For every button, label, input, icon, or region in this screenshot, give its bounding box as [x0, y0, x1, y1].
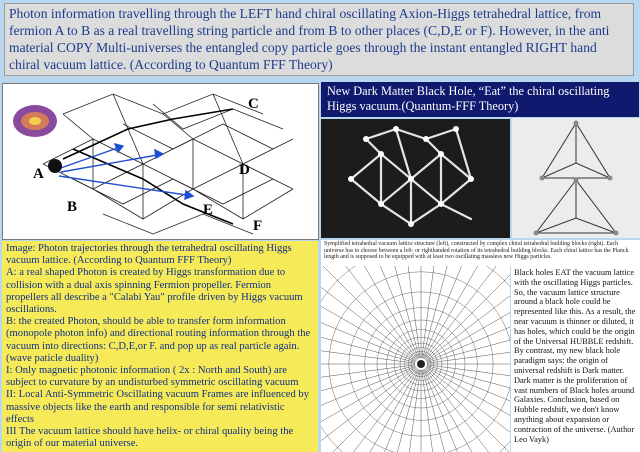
label-a: A	[33, 166, 44, 182]
tetrahedral-blocks-diagram	[512, 118, 640, 238]
tetrahedral-blocks-drawing	[512, 118, 640, 238]
caption-line: B: the created Photon, should be able to transfer form information (monopole photon info) and directional routing information through the vacuum into directions: C,D,E,or F. and pop up as real particle again. (wave paticle duality)	[6, 316, 311, 364]
lattice-diagram	[2, 83, 319, 240]
label-d: D	[239, 162, 250, 178]
caption-line: Image: Photon trajectories through the tetrahedral oscillating Higgs vacuum lattice. (According to Quantum FFF Theory)	[6, 243, 292, 267]
label-f: F	[253, 218, 263, 234]
black-hole-paragraph: Black holes EAT the vacuum lattice with the oscillating Higgs particles. So, the vacuum lattice structure around a black hole could be represented like this. As a result, the near vacuum is thinner or diluted, it has holes, which could be the origin of the Universal HUBBLE redshift. By contrast, my new black hole paradigm says: the origin of universal redshift is Dark matter. Dark matter is the proliferation of vast numbers of Black holes around Galaxies. Conclusion, based on Hubble redshift, we don't know anything about expansion or contraction of the universe. (Author Leo Vayk)	[514, 268, 636, 444]
lattice-caption: Symplified tetrahedral vacuum lattice structure (left), constructed by complex chiral tetrahedral building blocks (right). Each universe has to choose between a left- or righthanded rotation of its tetrahedral building blocks. Each chiral lattice has the Planck length and is supposed to be equipped with at least two oscillating massless new Higgs particles.	[321, 240, 640, 266]
black-hole-lattice-drawing	[321, 266, 510, 452]
black-hole-text	[511, 266, 640, 452]
caption-text	[2, 241, 318, 452]
lattice-model-photo	[321, 119, 510, 238]
right-title: New Dark Matter Black Hole, “Eat” the chiral oscillating Higgs vacuum.(Quantum-FFF Theory)	[321, 82, 639, 117]
label-e: E	[203, 202, 214, 218]
caption-line: II: Local Anti-Symmetric Oscillating vacuum Frames are influenced by massive objects like the earth and responsible for semi relativistic effects	[6, 389, 310, 425]
lattice-model-drawing	[321, 119, 510, 238]
black-hole-lattice-diagram	[321, 266, 510, 452]
label-c: C	[248, 96, 259, 112]
header-text: Photon information travelling through the LEFT hand chiral oscillating Axion-Higgs tetrahedral lattice, from fermion A to B as a real travelling string particle and from B to other places (C,D,E or F). However, in the anti material COPY Multi-universes the entangled copy particle goes through the instant entangled RIGHT hand chiral vacuum lattice. (According to Quantum FFF Theory)	[4, 3, 634, 76]
label-b: B	[67, 199, 78, 215]
caption-line: III The vacuum lattice should have helix- or chiral quality being the origin of our material universe.	[6, 426, 294, 450]
lattice-drawing	[3, 84, 318, 239]
caption-line: A: a real shaped Photon is created by Higgs transformation due to collision with a dual axis spinning Fermion propeller. Fermion propellers all describe a "Calabi Yau" profile driven by Higgs vacuum oscillations.	[6, 267, 303, 316]
caption-line: I: Only magnetic photonic information ( 2x : North and South) are subject to curvature by an undisturbed symmetric oscillating vacuum	[6, 365, 299, 389]
